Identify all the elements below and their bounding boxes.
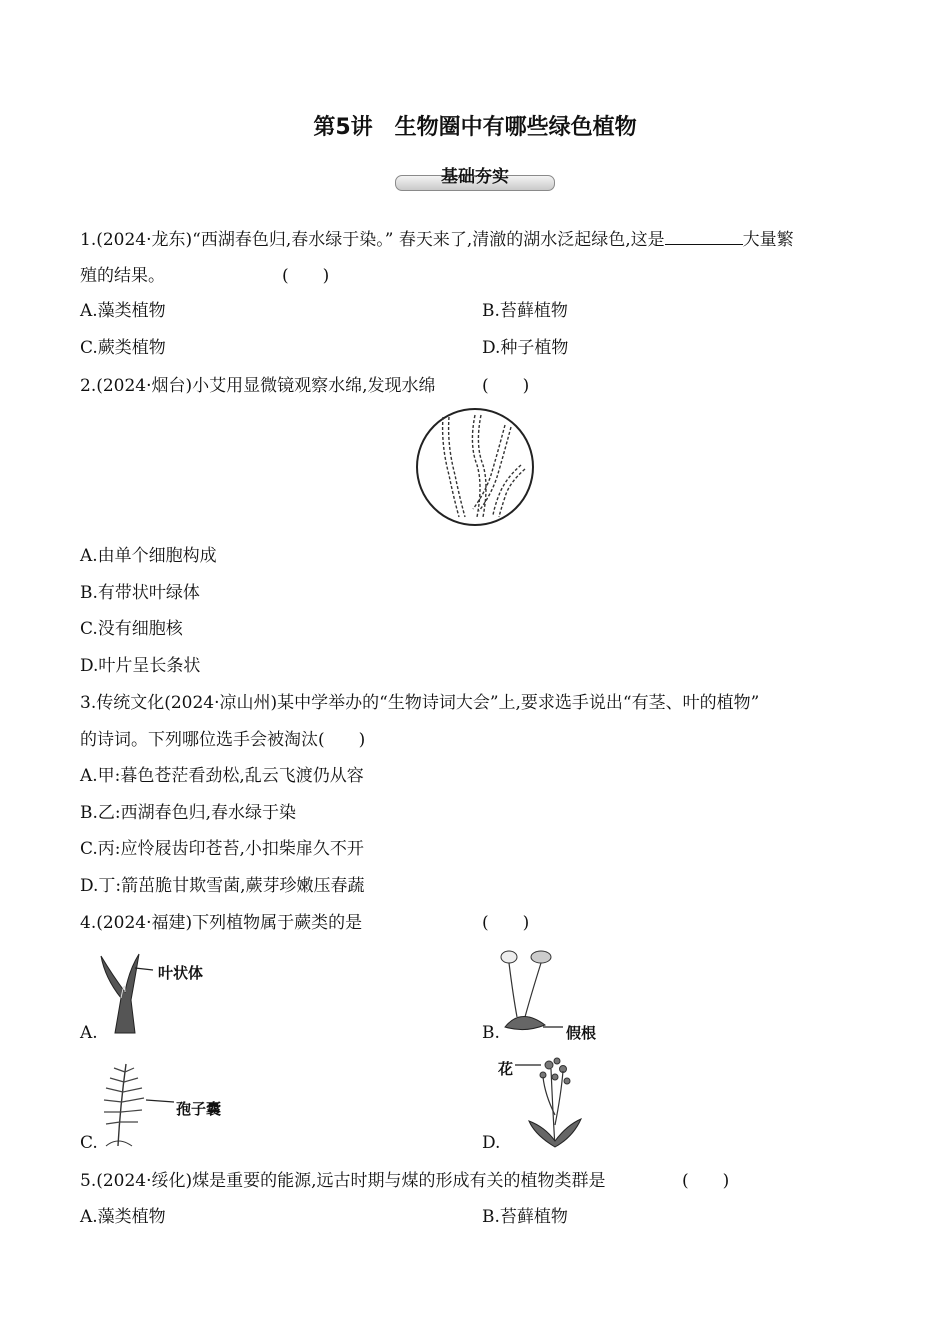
- question-1-option-b[interactable]: B.苔藓植物: [482, 301, 568, 321]
- question-4-stem: 4.(2024·福建)下列植物属于蕨类的是: [80, 913, 363, 933]
- fern-illustration: [98, 1058, 178, 1150]
- question-5-option-a[interactable]: A.藻类植物: [80, 1207, 166, 1227]
- question-2-option-b[interactable]: B.有带状叶绿体: [80, 583, 200, 603]
- question-3-stem-line1: 3.传统文化(2024·凉山州)某中学举办的“生物诗词大会”上,要求选手说出“有茎、叶的植物”: [80, 693, 760, 713]
- question-2-answer-paren[interactable]: ( ): [482, 376, 530, 396]
- section-title: 基础夯实: [441, 167, 509, 187]
- question-4-option-d[interactable]: D.: [482, 1133, 501, 1153]
- question-3-option-a[interactable]: A.甲:暮色苍茫看劲松,乱云飞渡仍从容: [80, 766, 364, 786]
- question-1-option-c[interactable]: C.蕨类植物: [80, 338, 166, 358]
- question-4-option-c[interactable]: C.: [80, 1133, 98, 1153]
- figure-label-thallus: 叶状体: [158, 964, 204, 982]
- question-2-option-a[interactable]: A.由单个细胞构成: [80, 546, 217, 566]
- question-3-option-d[interactable]: D.丁:箭茁脆甘欺雪菌,蕨芽珍嫩压春蔬: [80, 876, 365, 896]
- question-2-option-d[interactable]: D.叶片呈长条状: [80, 656, 201, 676]
- question-4-option-a[interactable]: A.: [80, 1023, 98, 1043]
- spirogyra-microscope-figure: [413, 405, 537, 529]
- figure-label-flower: 花: [498, 1060, 514, 1078]
- question-1-option-d[interactable]: D.种子植物: [482, 338, 569, 358]
- section-header: [395, 162, 555, 192]
- question-2-option-c[interactable]: C.没有细胞核: [80, 619, 183, 639]
- question-4-option-b[interactable]: B.: [482, 1023, 500, 1043]
- question-1-answer-paren[interactable]: ( ): [282, 266, 330, 286]
- question-1-stem-part2: 大量繁: [742, 230, 794, 250]
- question-2-stem: 2.(2024·烟台)小艾用显微镜观察水绵,发现水绵: [80, 376, 436, 396]
- question-1-stem-line2: 殖的结果。: [80, 266, 165, 286]
- moss-illustration: [495, 945, 567, 1037]
- question-5-stem: 5.(2024·绥化)煤是重要的能源,远古时期与煤的形成有关的植物类群是: [80, 1171, 606, 1191]
- question-1-stem: [80, 228, 794, 251]
- algae-illustration: [95, 948, 155, 1038]
- question-3-option-c[interactable]: C.丙:应怜屐齿印苍苔,小扣柴扉久不开: [80, 839, 364, 859]
- figure-label-rhizoid: 假根: [566, 1024, 597, 1042]
- answer-blank[interactable]: [665, 228, 743, 245]
- page-title: 第5讲 生物圈中有哪些绿色植物: [313, 115, 637, 140]
- question-3-stem-line2: 的诗词。下列哪位选手会被淘汰( ): [80, 730, 366, 750]
- figure-label-sporangium: 孢子囊: [176, 1100, 222, 1118]
- question-1-option-a[interactable]: A.藻类植物: [80, 301, 166, 321]
- question-5-option-b[interactable]: B.苔藓植物: [482, 1207, 568, 1227]
- flowering-plant-illustration: [515, 1055, 595, 1153]
- question-4-answer-paren[interactable]: ( ): [482, 913, 530, 933]
- question-3-option-b[interactable]: B.乙:西湖春色归,春水绿于染: [80, 803, 297, 823]
- question-5-answer-paren[interactable]: ( ): [682, 1171, 730, 1191]
- question-1-stem-part1: 1.(2024·龙东)“西湖春色归,春水绿于染。” 春天来了,清澈的湖水泛起绿色,这是: [80, 230, 665, 250]
